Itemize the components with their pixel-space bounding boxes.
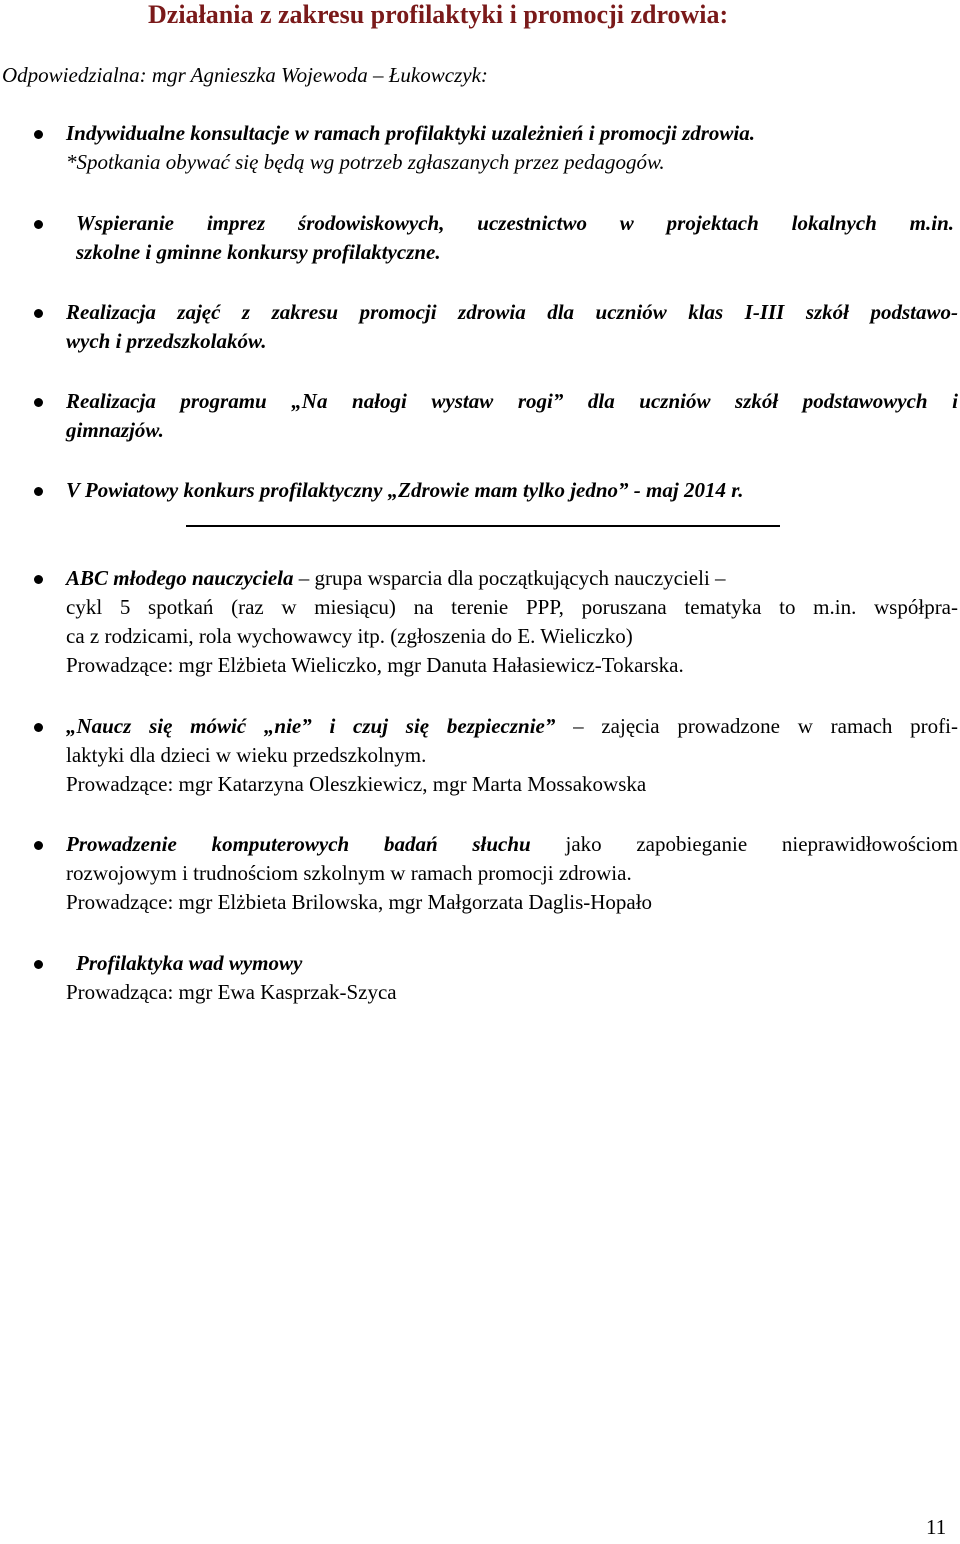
bullet-icon [34,575,43,584]
item-line: szkolne i gminne konkursy profilaktyczne. [76,240,441,264]
item-line: Realizacja zajęć z zakresu promocji zdrowia dla uczniów klas I-III szkół podstawo- [66,300,958,324]
item-line: laktyki dla dzieci w wieku przedszkolnym. [66,743,427,767]
bullet-icon [34,487,43,496]
bullet-icon [34,220,43,229]
horizontal-rule [186,525,780,527]
item-line: wych i przedszkolaków. [66,329,267,353]
item-line: Realizacja programu „Na nałogi wystaw rogi” dla uczniów szkół podstawowych i [66,389,958,413]
bullet-icon [34,841,43,850]
item-line: Prowadzące: mgr Elżbieta Brilowska, mgr Małgorzata Daglis-Hopało [66,890,653,914]
bullet-icon [34,960,43,969]
item-line: Prowadząca: mgr Ewa Kasprzak-Szyca [66,980,397,1004]
responsible-person: Odpowiedzialna: mgr Agnieszka Wojewoda – Łukowczyk: [2,63,488,87]
bullet-icon [34,398,43,407]
item-line: jako zapobieganie nieprawidłowościom [530,832,958,856]
bullet-icon [34,309,43,318]
bullet-icon [34,130,43,139]
item-heading: Profilaktyka wad wymowy [76,951,303,975]
item-line: – zajęcia prowadzone w ramach profi- [555,714,958,738]
item-line: Prowadzące: mgr Katarzyna Oleszkiewicz, mgr Marta Mossakowska [66,772,647,796]
page-number: 11 [926,1515,947,1539]
item-line: Prowadzące: mgr Elżbieta Wieliczko, mgr Danuta Hałasiewicz-Tokarska. [66,653,684,677]
item-line: *Spotkania obywać się będą wg potrzeb zgłaszanych przez pedagogów. [66,150,665,174]
item-line: – grupa wsparcia dla początkujących nauczycieli – [293,566,726,590]
item-line: gimnazjów. [66,418,164,442]
item-line: ca z rodzicami, rola wychowawcy itp. (zgłoszenia do E. Wieliczko) [66,624,633,648]
bullet-icon [34,723,43,732]
item-line: cykl 5 spotkań (raz w miesiącu) na terenie PPP, poruszana tematyka to m.in. współpra- [66,595,958,619]
page-title: Działania z zakresu profilaktyki i promocji zdrowia: [148,0,729,29]
item-heading: Prowadzenie komputerowych badań słuchu [66,832,531,856]
item-heading: „Naucz się mówić „nie” i czuj się bezpiecznie” [66,714,556,738]
item-line: rozwojowym i trudnościom szkolnym w ramach promocji zdrowia. [66,861,632,885]
item-line: Wspieranie imprez środowiskowych, uczestnictwo w projektach lokalnych m.in. [76,211,954,235]
item-heading: ABC młodego nauczyciela [66,566,294,590]
item-line: Indywidualne konsultacje w ramach profilaktyki uzależnień i promocji zdrowia. [66,121,756,145]
item-line: V Powiatowy konkurs profilaktyczny „Zdrowie mam tylko jedno” - maj 2014 r. [66,478,744,502]
